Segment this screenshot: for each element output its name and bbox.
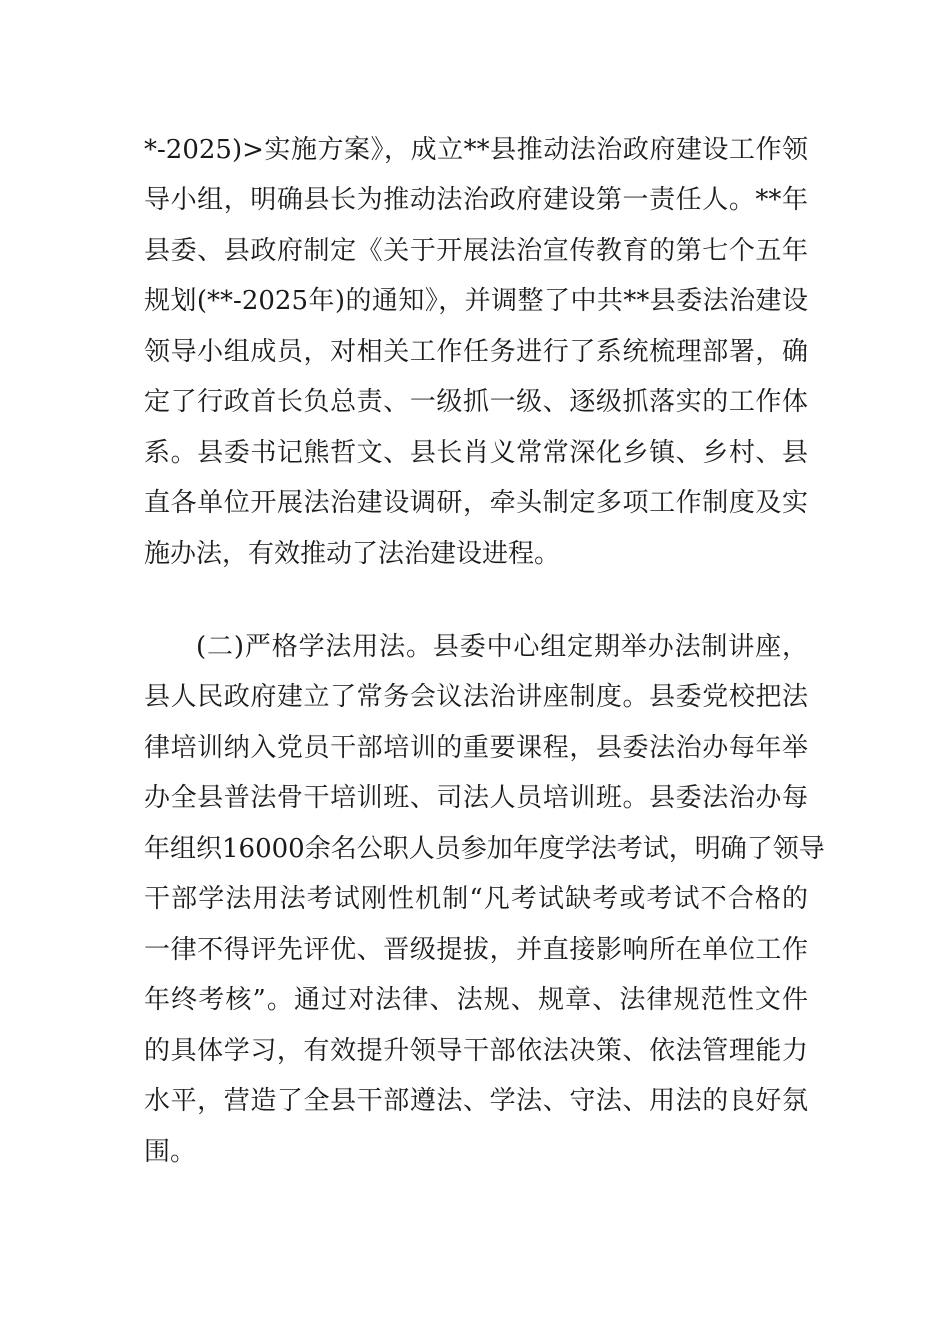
text-line: 围。 [144,1137,197,1167]
text-line: 施办法，有效推动了法治建设进程。 [144,539,561,569]
text-line: 定了行政首长负总责、一级抓一级、逐级抓落实的工作体 [144,387,808,417]
text-line: 系。县委书记熊哲文、县长肖义常常深化乡镇、乡村、县 [144,438,808,468]
text-line: 的具体学习，有效提升领导干部依法决策、依法管理能力 [144,1036,808,1066]
text-line: 直各单位开展法治建设调研，牵头制定多项工作制度及实 [144,488,808,518]
text-line: 年组织16000余名公职人员参加年度学法考试，明确了领导 [144,834,825,864]
text-line: 水平，营造了全县干部遵法、学法、守法、用法的良好氛 [144,1086,808,1116]
text-line: 一律不得评先评优、晋级提拔，并直接影响所在单位工作 [144,935,808,965]
text-line: 领导小组成员，对相关工作任务进行了系统梳理部署，确 [144,337,808,367]
text-line: 干部学法用法考试刚性机制“凡考试缺考或考试不合格的 [144,884,808,914]
text-line: 导小组，明确县长为推动法治政府建设第一责任人。**年 [144,185,808,215]
text-line: 年终考核”。通过对法律、法规、规章、法律规范性文件 [144,985,808,1015]
text-line: (二)严格学法用法。县委中心组定期举办法制讲座， [196,632,808,662]
text-line: 县人民政府建立了常务会议法治讲座制度。县委党校把法 [144,682,808,712]
text-line: 规划(**-2025年)的通知》，并调整了中共**县委法治建设 [144,286,808,316]
text-line: 办全县普法骨干培训班、司法人员培训班。县委法治办每 [144,783,808,813]
text-line: *-2025)>实施方案》，成立**县推动法治政府建设工作领 [144,135,808,165]
text-line: 县委、县政府制定《关于开展法治宣传教育的第七个五年 [144,236,808,266]
text-line: 律培训纳入党员干部培训的重要课程，县委法治办每年举 [144,733,808,763]
